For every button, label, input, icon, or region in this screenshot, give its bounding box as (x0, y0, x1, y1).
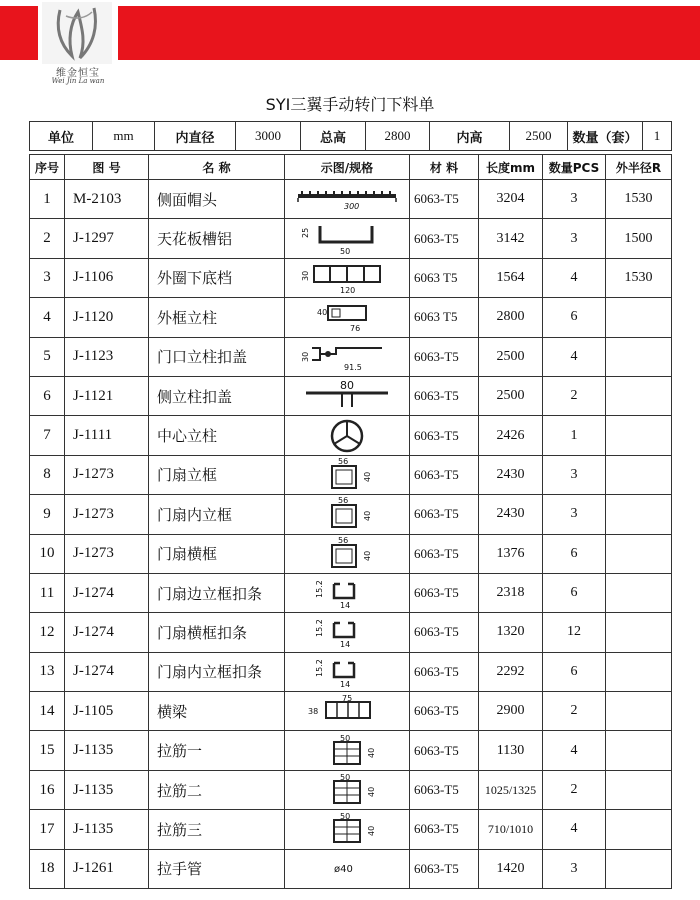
profile-section-icon (292, 418, 402, 454)
table-row (30, 337, 672, 376)
row-drawing-no: J-1121 (65, 376, 149, 415)
row-outer-radius (606, 376, 672, 415)
figure-dimension-label: 15.2 (315, 580, 324, 599)
row-drawing-no: J-1111 (65, 416, 149, 455)
profile-section-icon (292, 694, 402, 728)
row-length: 2292 (479, 652, 543, 691)
info-row (30, 122, 672, 151)
profile-section-icon (292, 576, 402, 610)
row-material: 6063-T5 (410, 731, 479, 770)
row-name: 拉筋三 (149, 810, 285, 849)
profile-figure (285, 534, 410, 573)
figure-dimension-label: 40 (367, 826, 376, 837)
table-row (30, 810, 672, 849)
row-seq: 1 (30, 180, 65, 219)
row-outer-radius (606, 652, 672, 691)
row-drawing-no: J-1261 (65, 849, 149, 888)
row-drawing-no: J-1274 (65, 613, 149, 652)
row-outer-radius (606, 416, 672, 455)
profile-figure (285, 652, 410, 691)
row-drawing-no: J-1106 (65, 258, 149, 297)
figure-dimension-label: 40 (317, 308, 328, 318)
row-name: 外框立柱 (149, 298, 285, 337)
row-quantity: 3 (543, 180, 606, 219)
row-quantity: 12 (543, 613, 606, 652)
row-seq: 10 (30, 534, 65, 573)
row-name: 拉筋一 (149, 731, 285, 770)
row-material: 6063 T5 (410, 298, 479, 337)
row-length: 1320 (479, 613, 543, 652)
row-material: 6063-T5 (410, 180, 479, 219)
table-row (30, 416, 672, 455)
table-row (30, 613, 672, 652)
row-outer-radius: 1530 (606, 180, 672, 219)
row-length: 1025/1325 (479, 770, 543, 809)
table-row (30, 731, 672, 770)
row-name: 侧立柱扣盖 (149, 376, 285, 415)
profile-section-icon (292, 497, 402, 531)
header-material: 材 料 (410, 155, 479, 180)
row-quantity: 3 (543, 849, 606, 888)
profile-section-icon (292, 773, 402, 807)
row-seq: 4 (30, 298, 65, 337)
figure-dimension-label: 40 (367, 747, 376, 758)
row-length: 2500 (479, 376, 543, 415)
header-drawing-no: 图 号 (65, 155, 149, 180)
row-drawing-no: J-1135 (65, 770, 149, 809)
profile-figure (285, 613, 410, 652)
row-quantity: 2 (543, 692, 606, 731)
row-length: 1130 (479, 731, 543, 770)
logo-emblem-icon (42, 2, 112, 64)
inner-height-label: 内高 (430, 122, 510, 151)
figure-dimension-label: 38 (308, 707, 319, 717)
figure-dimension-label: 76 (350, 324, 361, 334)
profile-figure (285, 298, 410, 337)
figure-dimension-label: 50 (340, 773, 351, 783)
figure-dimension-label: 56 (338, 536, 349, 545)
figure-dimension-label: 14 (340, 601, 351, 611)
profile-figure (285, 337, 410, 376)
row-outer-radius (606, 810, 672, 849)
row-name: 中心立柱 (149, 416, 285, 455)
row-outer-radius (606, 455, 672, 494)
table-row (30, 692, 672, 731)
row-outer-radius (606, 534, 672, 573)
profile-figure (285, 810, 410, 849)
row-drawing-no: J-1297 (65, 219, 149, 258)
header-name: 名 称 (149, 155, 285, 180)
row-drawing-no: J-1123 (65, 337, 149, 376)
profile-figure (285, 180, 410, 219)
profile-section-icon (292, 261, 402, 295)
row-name: 拉手管 (149, 849, 285, 888)
row-name: 门扇横框 (149, 534, 285, 573)
figure-dimension-label: 80 (340, 379, 354, 393)
row-length: 2318 (479, 573, 543, 612)
row-seq: 9 (30, 495, 65, 534)
row-quantity: 6 (543, 534, 606, 573)
row-quantity: 4 (543, 258, 606, 297)
row-seq: 12 (30, 613, 65, 652)
row-outer-radius: 1500 (606, 219, 672, 258)
row-quantity: 6 (543, 573, 606, 612)
header-figure-spec: 示图/规格 (285, 155, 410, 180)
figure-dimension-label: 40 (363, 511, 372, 522)
row-quantity: 3 (543, 495, 606, 534)
row-seq: 18 (30, 849, 65, 888)
table-row (30, 258, 672, 297)
row-seq: 11 (30, 573, 65, 612)
row-name: 门扇内立框扣条 (149, 652, 285, 691)
row-drawing-no: J-1273 (65, 455, 149, 494)
row-seq: 5 (30, 337, 65, 376)
figure-dimension-label: 300 (344, 202, 360, 212)
quantity-sets-label: 数量（套） (568, 122, 643, 151)
figure-dimension-label: 91.5 (344, 362, 362, 372)
profile-section-icon (292, 655, 402, 689)
row-length: 2900 (479, 692, 543, 731)
row-outer-radius (606, 337, 672, 376)
figure-dimension-label: 50 (340, 812, 351, 822)
profile-section-icon (292, 812, 402, 846)
row-quantity: 1 (543, 416, 606, 455)
total-height-value: 2800 (366, 122, 430, 151)
row-length: 3204 (479, 180, 543, 219)
table-row (30, 298, 672, 337)
figure-dimension-label: 15.2 (315, 659, 324, 677)
row-material: 6063 T5 (410, 258, 479, 297)
row-quantity: 3 (543, 455, 606, 494)
figure-dimension-label: 30 (301, 351, 310, 362)
profile-section-icon (292, 537, 402, 571)
row-drawing-no: M-2103 (65, 180, 149, 219)
logo-text: 维金恒宝 (56, 68, 100, 79)
unit-label: 单位 (30, 122, 93, 151)
figure-dimension-label: 14 (340, 640, 351, 650)
figure-dimension-label: 75 (342, 694, 353, 704)
row-name: 门扇横框扣条 (149, 613, 285, 652)
row-quantity: 6 (543, 652, 606, 691)
profile-section-icon (292, 734, 402, 768)
row-seq: 6 (30, 376, 65, 415)
profile-section-icon (292, 222, 402, 256)
row-drawing-no: J-1120 (65, 298, 149, 337)
row-name: 天花板槽铝 (149, 219, 285, 258)
table-row (30, 376, 672, 415)
table-row (30, 573, 672, 612)
row-seq: 16 (30, 770, 65, 809)
logo-subtext: Wei Jin La wan (51, 77, 105, 85)
row-quantity: 6 (543, 298, 606, 337)
row-seq: 2 (30, 219, 65, 258)
row-seq: 15 (30, 731, 65, 770)
row-name: 外圈下底档 (149, 258, 285, 297)
cutting-list-table (29, 154, 672, 889)
row-quantity: 3 (543, 219, 606, 258)
profile-section-icon (292, 340, 402, 374)
row-quantity: 2 (543, 376, 606, 415)
figure-dimension-label: 40 (363, 471, 372, 482)
row-material: 6063-T5 (410, 455, 479, 494)
row-material: 6063-T5 (410, 416, 479, 455)
row-material: 6063-T5 (410, 573, 479, 612)
figure-dimension-label: 40 (367, 786, 376, 798)
row-name: 侧面帽头 (149, 180, 285, 219)
header-outer-radius: 外半径R (606, 155, 672, 180)
profile-figure (285, 770, 410, 809)
figure-dimension-label: 30 (301, 270, 310, 281)
row-seq: 8 (30, 455, 65, 494)
profile-section-icon (292, 186, 402, 212)
row-outer-radius (606, 849, 672, 888)
profile-figure (285, 573, 410, 612)
figure-dimension-label: 56 (338, 497, 349, 506)
row-drawing-no: J-1273 (65, 534, 149, 573)
profile-section-icon (292, 300, 402, 334)
figure-dimension-label: 40 (363, 550, 372, 561)
row-length: 2800 (479, 298, 543, 337)
row-outer-radius (606, 770, 672, 809)
row-length: 1376 (479, 534, 543, 573)
row-drawing-no: J-1274 (65, 573, 149, 612)
total-height-label: 总高 (301, 122, 366, 151)
profile-figure (285, 692, 410, 731)
header-seq: 序号 (30, 155, 65, 180)
table-row (30, 849, 672, 888)
row-outer-radius (606, 298, 672, 337)
row-length: 1420 (479, 849, 543, 888)
row-material: 6063-T5 (410, 652, 479, 691)
profile-figure (285, 455, 410, 494)
row-length: 1564 (479, 258, 543, 297)
row-length: 2426 (479, 416, 543, 455)
profile-figure (285, 219, 410, 258)
row-material: 6063-T5 (410, 692, 479, 731)
row-length: 2430 (479, 495, 543, 534)
table-row (30, 770, 672, 809)
row-seq: 13 (30, 652, 65, 691)
table-row (30, 180, 672, 219)
row-name: 门口立柱扣盖 (149, 337, 285, 376)
row-drawing-no: J-1135 (65, 731, 149, 770)
row-seq: 3 (30, 258, 65, 297)
quantity-sets-value: 1 (643, 122, 672, 151)
profile-section-icon (292, 458, 402, 492)
header-quantity: 数量PCS (543, 155, 606, 180)
info-table (29, 121, 672, 151)
row-seq: 7 (30, 416, 65, 455)
figure-dimension-label: 25 (301, 227, 310, 238)
row-outer-radius (606, 573, 672, 612)
row-outer-radius (606, 613, 672, 652)
row-length: 2500 (479, 337, 543, 376)
profile-figure (285, 376, 410, 415)
row-material: 6063-T5 (410, 219, 479, 258)
page-title: SYI三翼手动转门下料单 (265, 95, 435, 114)
profile-figure (285, 416, 410, 455)
inner-height-value: 2500 (510, 122, 568, 151)
row-outer-radius: 1530 (606, 258, 672, 297)
profile-figure (285, 495, 410, 534)
row-seq: 14 (30, 692, 65, 731)
row-name: 门扇内立框 (149, 495, 285, 534)
header-length: 长度mm (479, 155, 543, 180)
row-length: 3142 (479, 219, 543, 258)
row-name: 门扇边立框扣条 (149, 573, 285, 612)
figure-dimension-label: ø40 (334, 863, 353, 875)
row-outer-radius (606, 692, 672, 731)
row-material: 6063-T5 (410, 495, 479, 534)
row-material: 6063-T5 (410, 337, 479, 376)
row-material: 6063-T5 (410, 770, 479, 809)
row-name: 拉筋二 (149, 770, 285, 809)
row-material: 6063-T5 (410, 849, 479, 888)
row-drawing-no: J-1105 (65, 692, 149, 731)
row-name: 门扇立框 (149, 455, 285, 494)
unit-value: mm (93, 122, 155, 151)
row-outer-radius (606, 495, 672, 534)
row-quantity: 4 (543, 810, 606, 849)
row-material: 6063-T5 (410, 534, 479, 573)
table-row (30, 495, 672, 534)
row-seq: 17 (30, 810, 65, 849)
profile-section-icon (292, 379, 402, 413)
table-row (30, 219, 672, 258)
row-material: 6063-T5 (410, 376, 479, 415)
table-header-row (30, 155, 672, 180)
row-material: 6063-T5 (410, 810, 479, 849)
row-name: 横梁 (149, 692, 285, 731)
table-row (30, 652, 672, 691)
profile-figure (285, 849, 410, 888)
company-logo (38, 0, 118, 90)
row-material: 6063-T5 (410, 613, 479, 652)
row-drawing-no: J-1274 (65, 652, 149, 691)
table-row (30, 455, 672, 494)
row-drawing-no: J-1273 (65, 495, 149, 534)
profile-section-icon (292, 854, 402, 884)
profile-section-icon (292, 615, 402, 649)
row-quantity: 2 (543, 770, 606, 809)
table-row (30, 534, 672, 573)
figure-dimension-label: 50 (340, 733, 351, 743)
figure-dimension-label: 56 (338, 457, 349, 466)
row-quantity: 4 (543, 337, 606, 376)
row-quantity: 4 (543, 731, 606, 770)
figure-dimension-label: 50 (340, 246, 351, 256)
row-length: 2430 (479, 455, 543, 494)
figure-dimension-label: 120 (340, 285, 356, 295)
inner-diameter-value: 3000 (236, 122, 301, 151)
figure-dimension-label: 14 (340, 679, 351, 689)
figure-dimension-label: 15.2 (315, 619, 324, 638)
row-length: 710/1010 (479, 810, 543, 849)
profile-figure (285, 258, 410, 297)
row-drawing-no: J-1135 (65, 810, 149, 849)
inner-diameter-label: 内直径 (155, 122, 236, 151)
row-outer-radius (606, 731, 672, 770)
profile-figure (285, 731, 410, 770)
